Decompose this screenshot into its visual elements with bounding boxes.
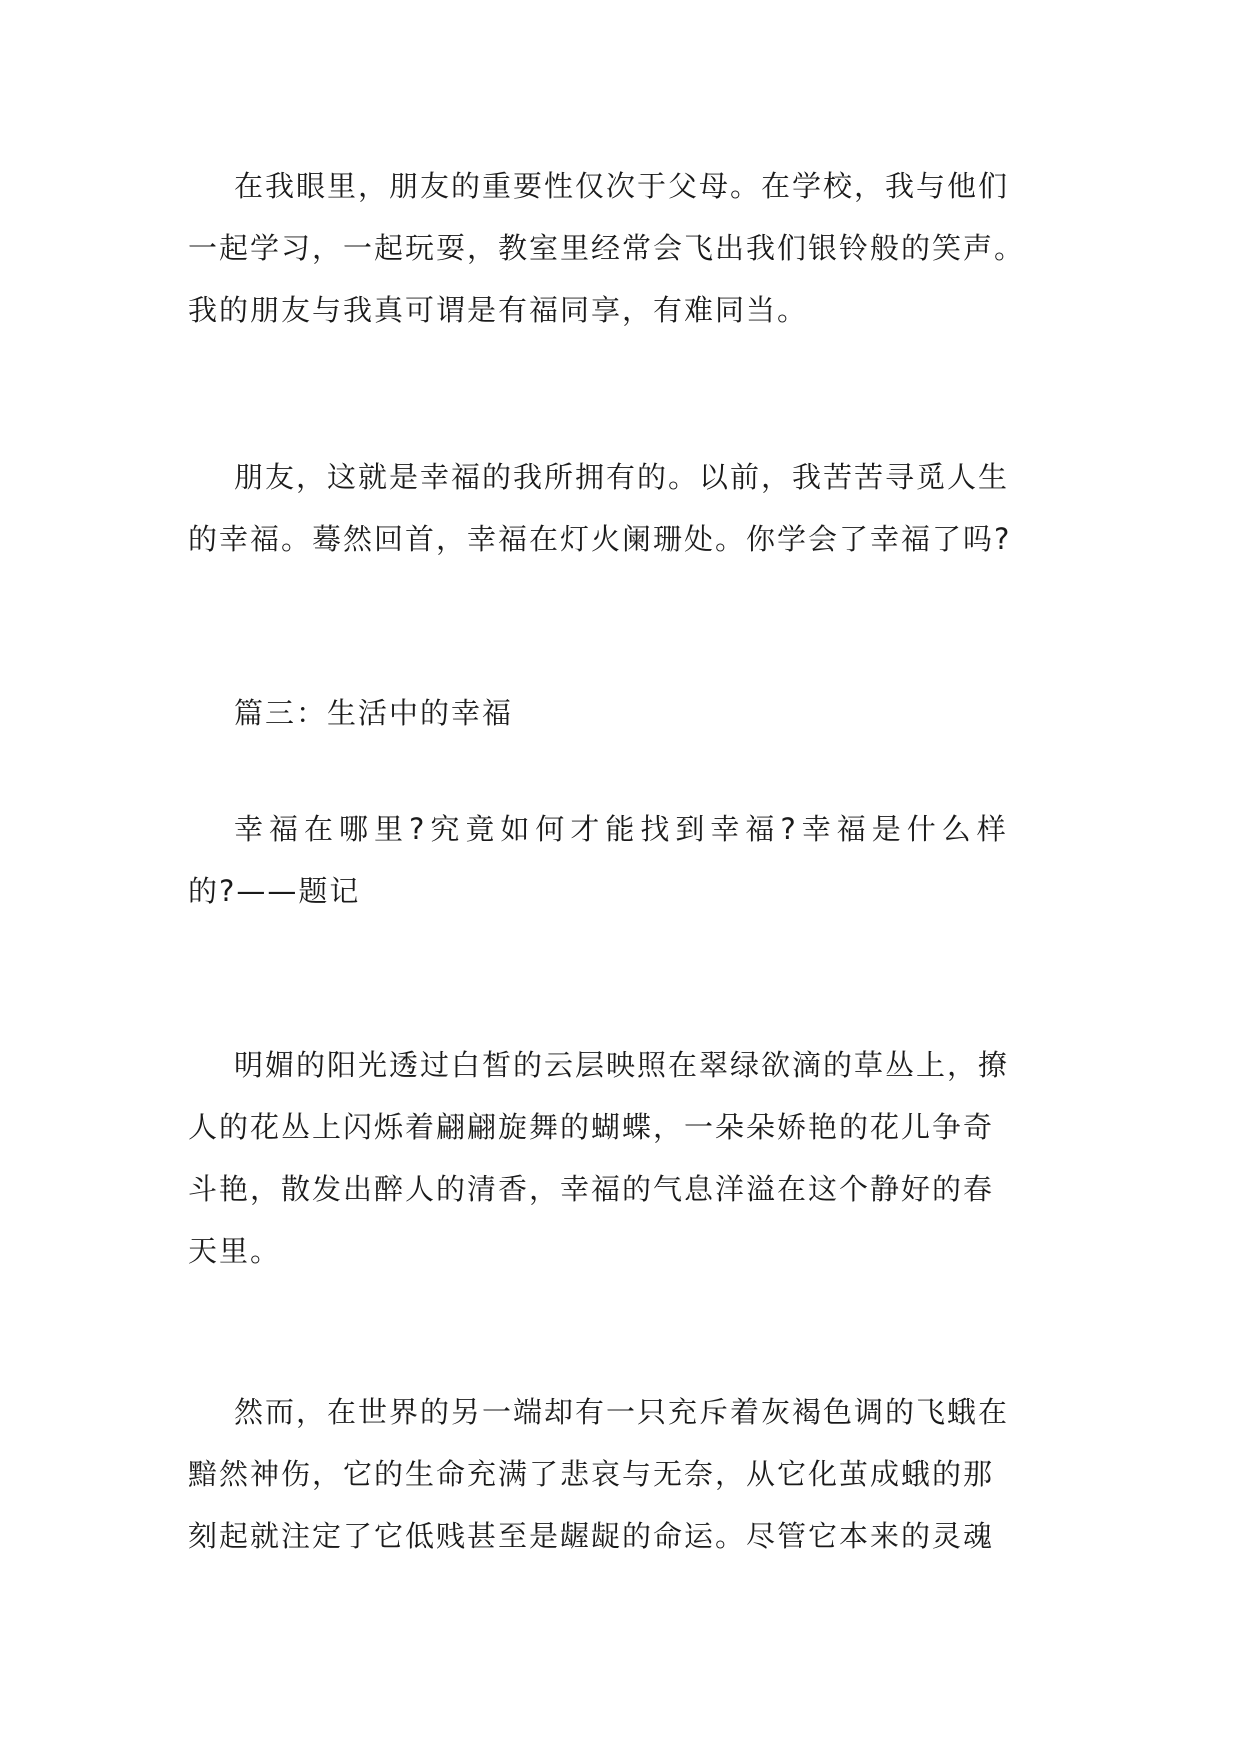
text-line: 然而，在世界的另一端却有一只充斥着灰褐色调的飞蛾在 (234, 1395, 1010, 1429)
section-heading (188, 682, 1058, 744)
text-line: 一起学习，一起玩耍，教室里经常会飞出我们银铃般的笑声。 (188, 231, 1026, 265)
text-line: 天里。 (188, 1234, 282, 1268)
text-line: 我的朋友与我真可谓是有福同享，有难同当。 (188, 293, 809, 327)
heading-text: 篇三：生活中的幸福 (234, 696, 514, 730)
text-line: 的幸福。蓦然回首，幸福在灯火阑珊处。你学会了幸福了吗? (188, 522, 1012, 556)
paragraph-moth (188, 1381, 1058, 1567)
text-line: 刻起就注定了它低贱甚至是龌龊的命运。尽管它本来的灵魂 (188, 1519, 995, 1553)
text-line: 的?——题记 (188, 874, 361, 908)
paragraph-friends-importance (188, 155, 1058, 341)
text-line: 人的花丛上闪烁着翩翩旋舞的蝴蝶，一朵朵娇艳的花儿争奇 (188, 1110, 995, 1144)
text-line: 幸福在哪里?究竟如何才能找到幸福?幸福是什么样 (234, 812, 1012, 846)
text-line: 黯然神伤，它的生命充满了悲哀与无奈，从它化茧成蛾的那 (188, 1457, 995, 1491)
text-line: 在我眼里，朋友的重要性仅次于父母。在学校，我与他们 (234, 169, 1010, 203)
paragraph-spring-scene (188, 1034, 1058, 1282)
text-line: 朋友，这就是幸福的我所拥有的。以前，我苦苦寻觅人生 (234, 460, 1010, 494)
text-line: 斗艳，散发出醉人的清香，幸福的气息洋溢在这个静好的春 (188, 1172, 995, 1206)
text-line: 明媚的阳光透过白皙的云层映照在翠绿欲滴的草丛上，撩 (234, 1048, 1010, 1082)
paragraph-epigraph (188, 798, 1058, 922)
paragraph-friends-happiness (188, 446, 1058, 570)
